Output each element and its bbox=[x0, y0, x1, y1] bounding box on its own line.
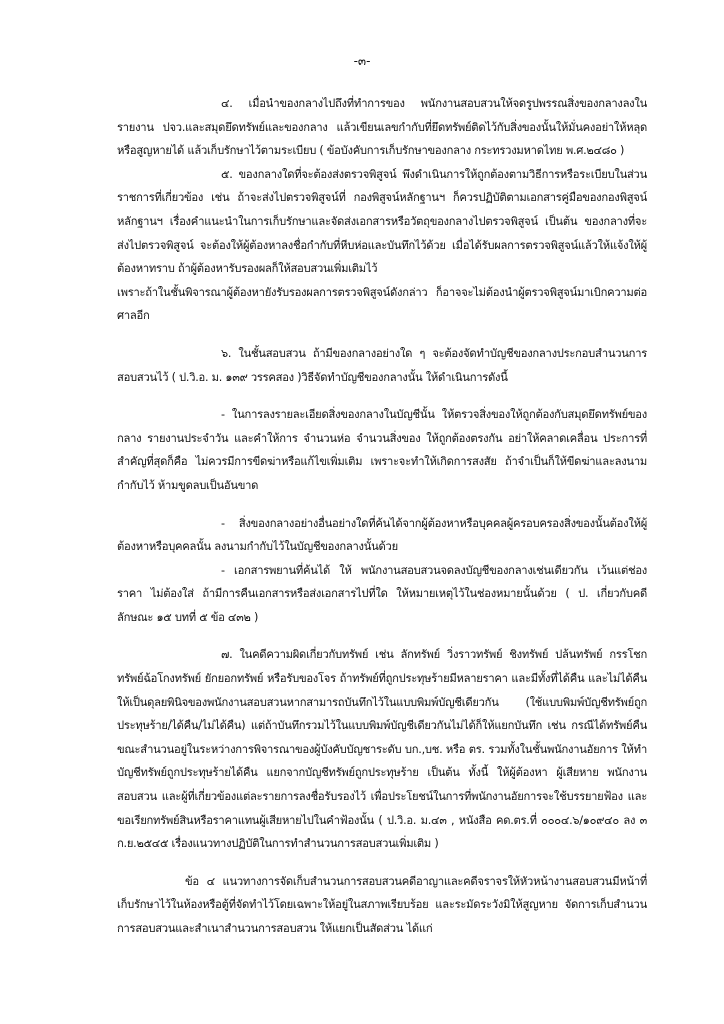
page-number: -๓- bbox=[353, 54, 371, 68]
paragraph-section-4: ข้อ ๔ แนวทางการจัดเก็บสำนวนการสอบสวนคดีอาญาและคดีจราจรให้หัวหน้างานสอบสวนมีหน้าที่เก็บรักษาไว้ในห้องหรือตู้ที่จัดทำไว้โดยเฉพาะให้อยู่ในสภาพเรียบร้อย และระมัดระวังมิให้สูญหาย จัดการเก็บสำนวนการสอบสวนและสำเนาสำนวนการสอบสวน ให้แยกเป็นสัดส่วน ได้แก่ bbox=[117, 874, 647, 935]
paragraph-item-6: ๖. ในชั้นสอบสวน ถ้ามีของกลางอย่างใด ๆ จะต้องจัดทำบัญชีของกลางประกอบสำนวนการสอบสวนไว้ ( ป.วิ.อ. ม. ๑๓๙ วรรคสอง )วิธีจัดทำบัญชีของกลางนั้น ให้ดำเนินการดังนี้ bbox=[117, 346, 647, 384]
paragraph-item-6-list-signature: - สิ่งของกลางอย่างอื่นอย่างใดที่ค้นได้จากผู้ต้องหาหรือบุคคลผู้ครอบครองสิ่งของนั้นต้องให้ผู้ต้องหาหรือบุคคลนั้น ลงนามกำกับไว้ในบัญชีของกลางนั้นด้วย bbox=[117, 516, 647, 554]
paragraph-gap bbox=[117, 629, 647, 643]
paragraph-gap bbox=[117, 328, 647, 342]
paragraph-gap bbox=[117, 389, 647, 403]
paragraph-gap bbox=[117, 856, 647, 870]
paragraph-item-5: ๕. ของกลางใดที่จะต้องส่งตรวจพิสูจน์ พึงดำเนินการให้ถูกต้องตามวิธีการหรือระเบียบในส่วนราชการที่เกี่ยวข้อง เช่น ถ้าจะส่งไปตรวจพิสูจน์ที่ กองพิสูจน์หลักฐานฯ ก็ควรปฏิบัติตามเอกสารคู่มือของกองพิสูจน์หลักฐานฯ เรื่องคำแนะนำในการเก็บรักษาและจัดส่งเอกสารหรือวัตถุของกลางไปตรวจพิสูจน์ เป็นต้น ของกลางที่จะส่งไปตรวจพิสูจน์ จะต้องให้ผู้ต้องหาลงชื่อกำกับที่หีบห่อและบันทึกไว้ด้วย เมื่อได้รับผลการตรวจพิสูจน์แล้วให้แจ้งให้ผู้ต้องหาทราบ ถ้าผู้ต้องหารับรองผลก็ให้สอบสวนเพิ่มเติมไว้ bbox=[117, 167, 647, 276]
paragraph-item-6-list-documents: - เอกสารพยานที่ค้นได้ ให้ พนักงานสอบสวนจดลงบัญชีของกลางเช่นเดียวกัน เว้นแต่ช่องราคา ไม่ต้องใส่ ถ้ามีการคืนเอกสารหรือส่งเอกสารไปที่ใด ให้หมายเหตุไว้ในช่องหมายนั้นด้วย ( ป. เกี่ยวกับคดี ลักษณะ ๑๕ บทที่ ๕ ข้อ ๔๓๒ ) bbox=[117, 563, 647, 624]
paragraph-item-4: ๔. เมื่อนำของกลางไปถึงที่ทำการของ พนักงานสอบสวนให้จดรูปพรรณสิ่งของกลางลงในรายงาน ปจว.และสมุดยึดทรัพย์และของกลาง แล้วเขียนเลขกำกับที่ยึดทรัพย์ติดไว้กับสิ่งของนั้นให้มั่นคงอย่าให้หลุดหรือสูญหายได้ แล้วเก็บรักษาไว้ตามระเบียบ ( ข้อบังคับการเก็บรักษาของกลาง กระทรวงมหาดไทย พ.ศ.๒๔๘๐ ) bbox=[117, 97, 647, 158]
paragraph-item-6-list-detail: - ในการลงรายละเอียดสิ่งของกลางในบัญชีนั้น ให้ตรวจสิ่งของให้ถูกต้องกับสมุดยึดทรัพย์ของกลาง รายงานประจำวัน และคำให้การ จำนวนห่อ จำนวนสิ่งของ ให้ถูกต้องตรงกัน อย่าให้คลาดเคลื่อน ประการที่สำคัญที่สุดก็คือ ไม่ควรมีการขีดฆ่าหรือแก้ไขเพิ่มเติม เพราะจะทำให้เกิดการสงสัย ถ้าจำเป็นก็ให้ขีดฆ่าและลงนามกำกับไว้ ห้ามขูดลบเป็นอันขาด bbox=[117, 408, 647, 492]
paragraph-item-7: ๗. ในคดีความผิดเกี่ยวกับทรัพย์ เช่น ลักทรัพย์ วิ่งราวทรัพย์ ชิงทรัพย์ ปล้นทรัพย์ กรรโชกทรัพย์ฉ้อโกงทรัพย์ ยักยอกทรัพย์ หรือรับของโจร ถ้าทรัพย์ที่ถูกประทุษร้ายมีหลายราคา และมีทั้งที่ได้คืน และไม่ได้คืน ให้เป็นดุลยพินิจของพนักงานสอบสวนหากสามารถบันทึกไว้ในแบบพิมพ์บัญชีเดียวกัน (ใช้แบบพิมพ์บัญชีทรัพย์ถูกประทุษร้าย/ได้คืน/ไม่ได้คืน) แต่ถ้าบันทึกรวมไว้ในแบบพิมพ์บัญชีเดียวกันไม่ได้ก็ให้แยกบันทึก เช่น กรณีได้ทรัพย์คืน ขณะสำนวนอยู่ในระหว่างการพิจารณาของผู้บังคับบัญชาระดับ บก.,บช. หรือ ตร. รวมทั้งในชั้นพนักงานอัยการ ให้ทำบัญชีทรัพย์ถูกประทุษร้ายได้คืน แยกจากบัญชีทรัพย์ถูกประทุษร้าย เป็นต้น ทั้งนี้ ให้ผู้ต้องหา ผู้เสียหาย พนักงานสอบสวน และผู้ที่เกี่ยวข้องแต่ละรายการลงชื่อรับรองไว้ เพื่อประโยชน์ในการที่พนักงานอัยการจะใช้บรรยายฟ้อง และขอเรียกทรัพย์สินหรือราคาแทนผู้เสียหายไปในคำฟ้องนั้น ( ป.วิ.อ. ม.๔๓ , หนังสือ คด.ตร.ที่ ๐๐๐๔.๖/๑๐๙๔๐ ลง ๓ ก.ย.๒๕๔๕ เรื่องแนวทางปฏิบัติในการทำสำนวนการสอบสวนเพิ่มเติม ) bbox=[117, 648, 647, 851]
document-body bbox=[117, 92, 647, 941]
paragraph-gap bbox=[117, 498, 647, 512]
paragraph-item-5-continuation: เพราะถ้าในชั้นพิจารณาผู้ต้องหายังรับรองผลการตรวจพิสูจน์ดังกล่าว ก็อาจจะไม่ต้องนำผู้ตรวจพิสูจน์มาเบิกความต่อศาลอีก bbox=[117, 285, 647, 323]
